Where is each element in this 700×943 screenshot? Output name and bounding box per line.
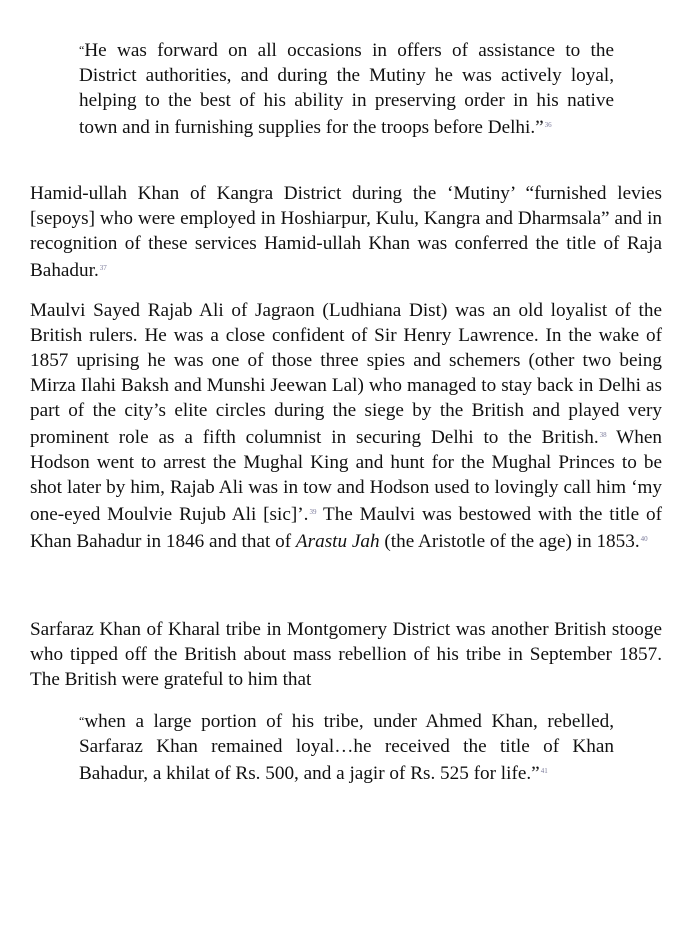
- quote-text: He was forward on all occasions in offers of assistance to the District authorities, and during the Mutiny he was actively loyal, helping to the best of his ability in preserving order in his native town and in furnishing supplies for the troops before Delhi.”: [79, 40, 614, 138]
- paragraph-text: Hamid-ullah Khan of Kangra District during the ‘Mutiny’ “furnished levies [sepoys] who were employed in Hoshiarpur, Kulu, Kangra and Dharmsala” and in recognition of these services Hamid-ullah Khan was conferred the title of Raja Bahadur.: [30, 183, 662, 281]
- italic-title-arastu-jah: Arastu Jah: [295, 531, 380, 552]
- footnote-marker-38[interactable]: 38: [599, 431, 607, 439]
- paragraph-text-c: The Maulvi was bestowed with the title of Khan Bahadur in 1846 and that of: [30, 504, 662, 552]
- block-quote-sarfaraz-khan: [79, 709, 614, 786]
- paragraph-text: Sarfaraz Khan of Kharal tribe in Montgomery District was another British stooge who tipped off the British about mass rebellion of his tribe in September 1857. The British were grateful to him that: [30, 619, 662, 690]
- block-quote-loyal-services: [79, 38, 614, 140]
- paragraph-text-d: (the Aristotle of the age) in 1853.: [379, 531, 640, 552]
- footnote-marker-41[interactable]: 41: [540, 767, 548, 775]
- paragraph-hamid-ullah-khan: [30, 181, 662, 283]
- footnote-marker-36[interactable]: 36: [544, 121, 552, 129]
- quote-text: when a large portion of his tribe, under Ahmed Khan, rebelled, Sarfaraz Khan remained loyal…he received the title of Khan Bahadur, a khilat of Rs. 500, and a jagir of Rs. 525 for life.”: [79, 711, 614, 784]
- paragraph-text-a: Maulvi Sayed Rajab Ali of Jagraon (Ludhiana Dist) was an old loyalist of the British rulers. He was a close confident of Sir Henry Lawrence. In the wake of 1857 uprising he was one of those three spies and schemers (other two being Mirza Ilahi Baksh and Munshi Jeewan Lal) who managed to stay back in Delhi as part of the city’s elite circles during the siege by the British and played very prominent role as a fifth columnist in securing Delhi to the British.: [30, 300, 662, 448]
- opening-quote-mark: “: [79, 43, 85, 57]
- footnote-marker-40[interactable]: 40: [640, 535, 648, 543]
- footnote-marker-39[interactable]: 39: [309, 508, 317, 516]
- opening-quote-mark: “: [79, 714, 85, 728]
- footnote-marker-37[interactable]: 37: [99, 264, 107, 272]
- paragraph-sarfaraz-khan: [30, 617, 662, 692]
- paragraph-text-b: When Hodson went to arrest the Mughal King and hunt for the Mughal Princes to be shot later by him, Rajab Ali was in tow and Hodson used to lovingly call him ‘my one-eyed Moulvie Rujub Ali [sic]’.: [30, 427, 662, 525]
- paragraph-rajab-ali: [30, 298, 662, 554]
